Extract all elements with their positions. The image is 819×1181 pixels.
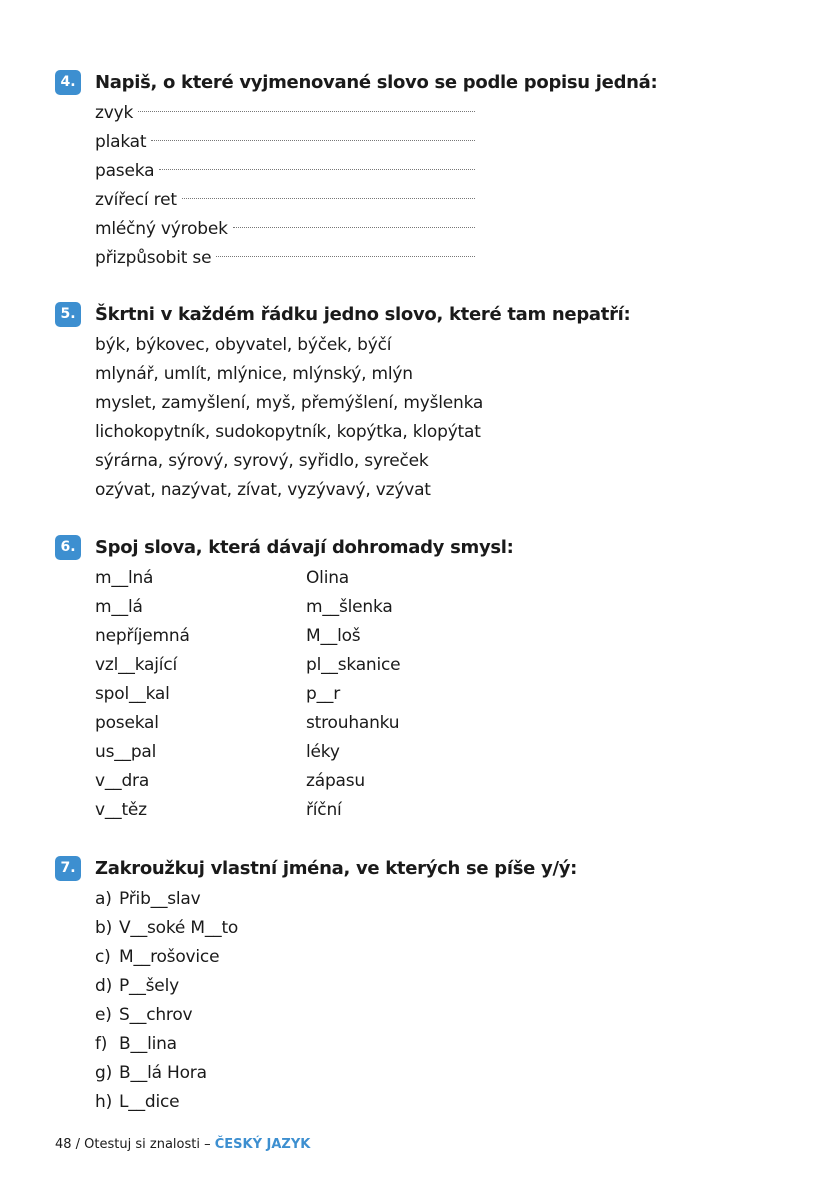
option-letter: e) [95,1005,112,1025]
word-row[interactable]: mlynář, umlít, mlýnice, mlýnský, mlýn [95,364,413,384]
definition-row [95,186,475,215]
option-row[interactable] [95,1059,775,1088]
exercise-5 [55,302,775,505]
right-word[interactable]: M__loš [306,626,361,646]
option-row[interactable] [95,943,775,972]
definition-text: přizpůsobit se [95,248,212,268]
answer-line[interactable] [159,169,475,170]
definition-text: plakat [95,132,147,152]
left-word[interactable]: nepříjemná [95,626,190,646]
definition-row [95,99,475,128]
option-letter: c) [95,947,111,967]
definition-row [95,157,475,186]
exercise-number-badge: 5. [55,302,81,327]
option-text: P__šely [119,976,179,996]
right-word[interactable]: zápasu [306,771,365,791]
exercise-title: Spoj slova, která dávají dohromady smysl: [95,537,514,558]
footer-subject: ČESKÝ JAZYK [214,1137,311,1152]
answer-line[interactable] [216,256,475,257]
pair-row [95,680,775,709]
pair-row [95,709,775,738]
definition-text: mléčný výrobek [95,219,228,239]
option-letter: d) [95,976,113,996]
word-row[interactable]: býk, býkovec, obyvatel, býček, býčí [95,335,392,355]
option-text: M__rošovice [119,947,220,967]
option-row[interactable] [95,972,775,1001]
pair-row [95,796,775,825]
word-row[interactable]: lichokopytník, sudokopytník, kopýtka, klopýtat [95,422,481,442]
footer-prefix: 48 / Otestuj si znalosti – [55,1137,215,1152]
answer-line[interactable] [182,198,475,199]
option-letter: b) [95,918,113,938]
left-word[interactable]: v__těz [95,800,147,820]
left-word[interactable]: spol__kal [95,684,170,704]
left-word[interactable]: us__pal [95,742,157,762]
left-word[interactable]: vzl__kající [95,655,177,675]
option-text: B__lá Hora [119,1063,207,1083]
left-word[interactable]: v__dra [95,771,150,791]
answer-line[interactable] [233,227,475,228]
option-text: B__lina [119,1034,177,1054]
answer-line[interactable] [151,140,475,141]
definition-text: paseka [95,161,155,181]
word-row[interactable]: ozývat, nazývat, zívat, vyzývavý, vzývat [95,480,431,500]
word-row[interactable]: myslet, zamyšlení, myš, přemýšlení, myšlenka [95,393,484,413]
option-letter: a) [95,889,112,909]
definition-text: zvířecí ret [95,190,177,210]
pair-row [95,651,775,680]
exercise-number-badge: 7. [55,856,81,881]
right-word[interactable]: říční [306,800,342,820]
left-word[interactable]: m__lá [95,597,143,617]
right-word[interactable]: pl__skanice [306,655,401,675]
left-word[interactable]: m__lná [95,568,154,588]
definition-row [95,128,475,157]
right-word[interactable]: p__r [306,684,340,704]
option-row[interactable] [95,1001,775,1030]
pair-row [95,622,775,651]
option-row[interactable] [95,885,775,914]
page-footer [55,1137,310,1153]
right-word[interactable]: m__šlenka [306,597,393,617]
right-word[interactable]: strouhanku [306,713,400,733]
exercise-7 [55,856,775,1117]
exercise-4 [55,70,775,273]
left-word[interactable]: posekal [95,713,159,733]
right-word[interactable]: léky [306,742,340,762]
exercise-number-badge: 4. [55,70,81,95]
exercise-title: Napiš, o které vyjmenované slovo se podle popisu jedná: [95,72,658,93]
option-row[interactable] [95,914,775,943]
word-row[interactable]: sýrárna, sýrový, syrový, syřidlo, syreček [95,451,429,471]
pair-row [95,738,775,767]
answer-line[interactable] [138,111,475,112]
exercise-title: Zakroužkuj vlastní jména, ve kterých se píše y/ý: [95,858,578,879]
pair-row [95,564,775,593]
right-word[interactable]: Olina [306,568,350,588]
option-letter: f) [95,1034,108,1054]
exercise-title: Škrtni v každém řádku jedno slovo, které tam nepatří: [95,304,631,325]
option-text: L__dice [119,1092,180,1112]
exercise-number-badge: 6. [55,535,81,560]
definition-row [95,244,475,273]
pair-row [95,767,775,796]
pair-row [95,593,775,622]
option-text: S__chrov [119,1005,193,1025]
option-text: Přib__slav [119,889,201,909]
option-letter: g) [95,1063,113,1083]
definition-row [95,215,475,244]
option-letter: h) [95,1092,113,1112]
option-text: V__soké M__to [119,918,239,938]
option-row[interactable] [95,1088,775,1117]
definition-text: zvyk [95,103,134,123]
option-row[interactable] [95,1030,775,1059]
exercise-6 [55,535,775,825]
